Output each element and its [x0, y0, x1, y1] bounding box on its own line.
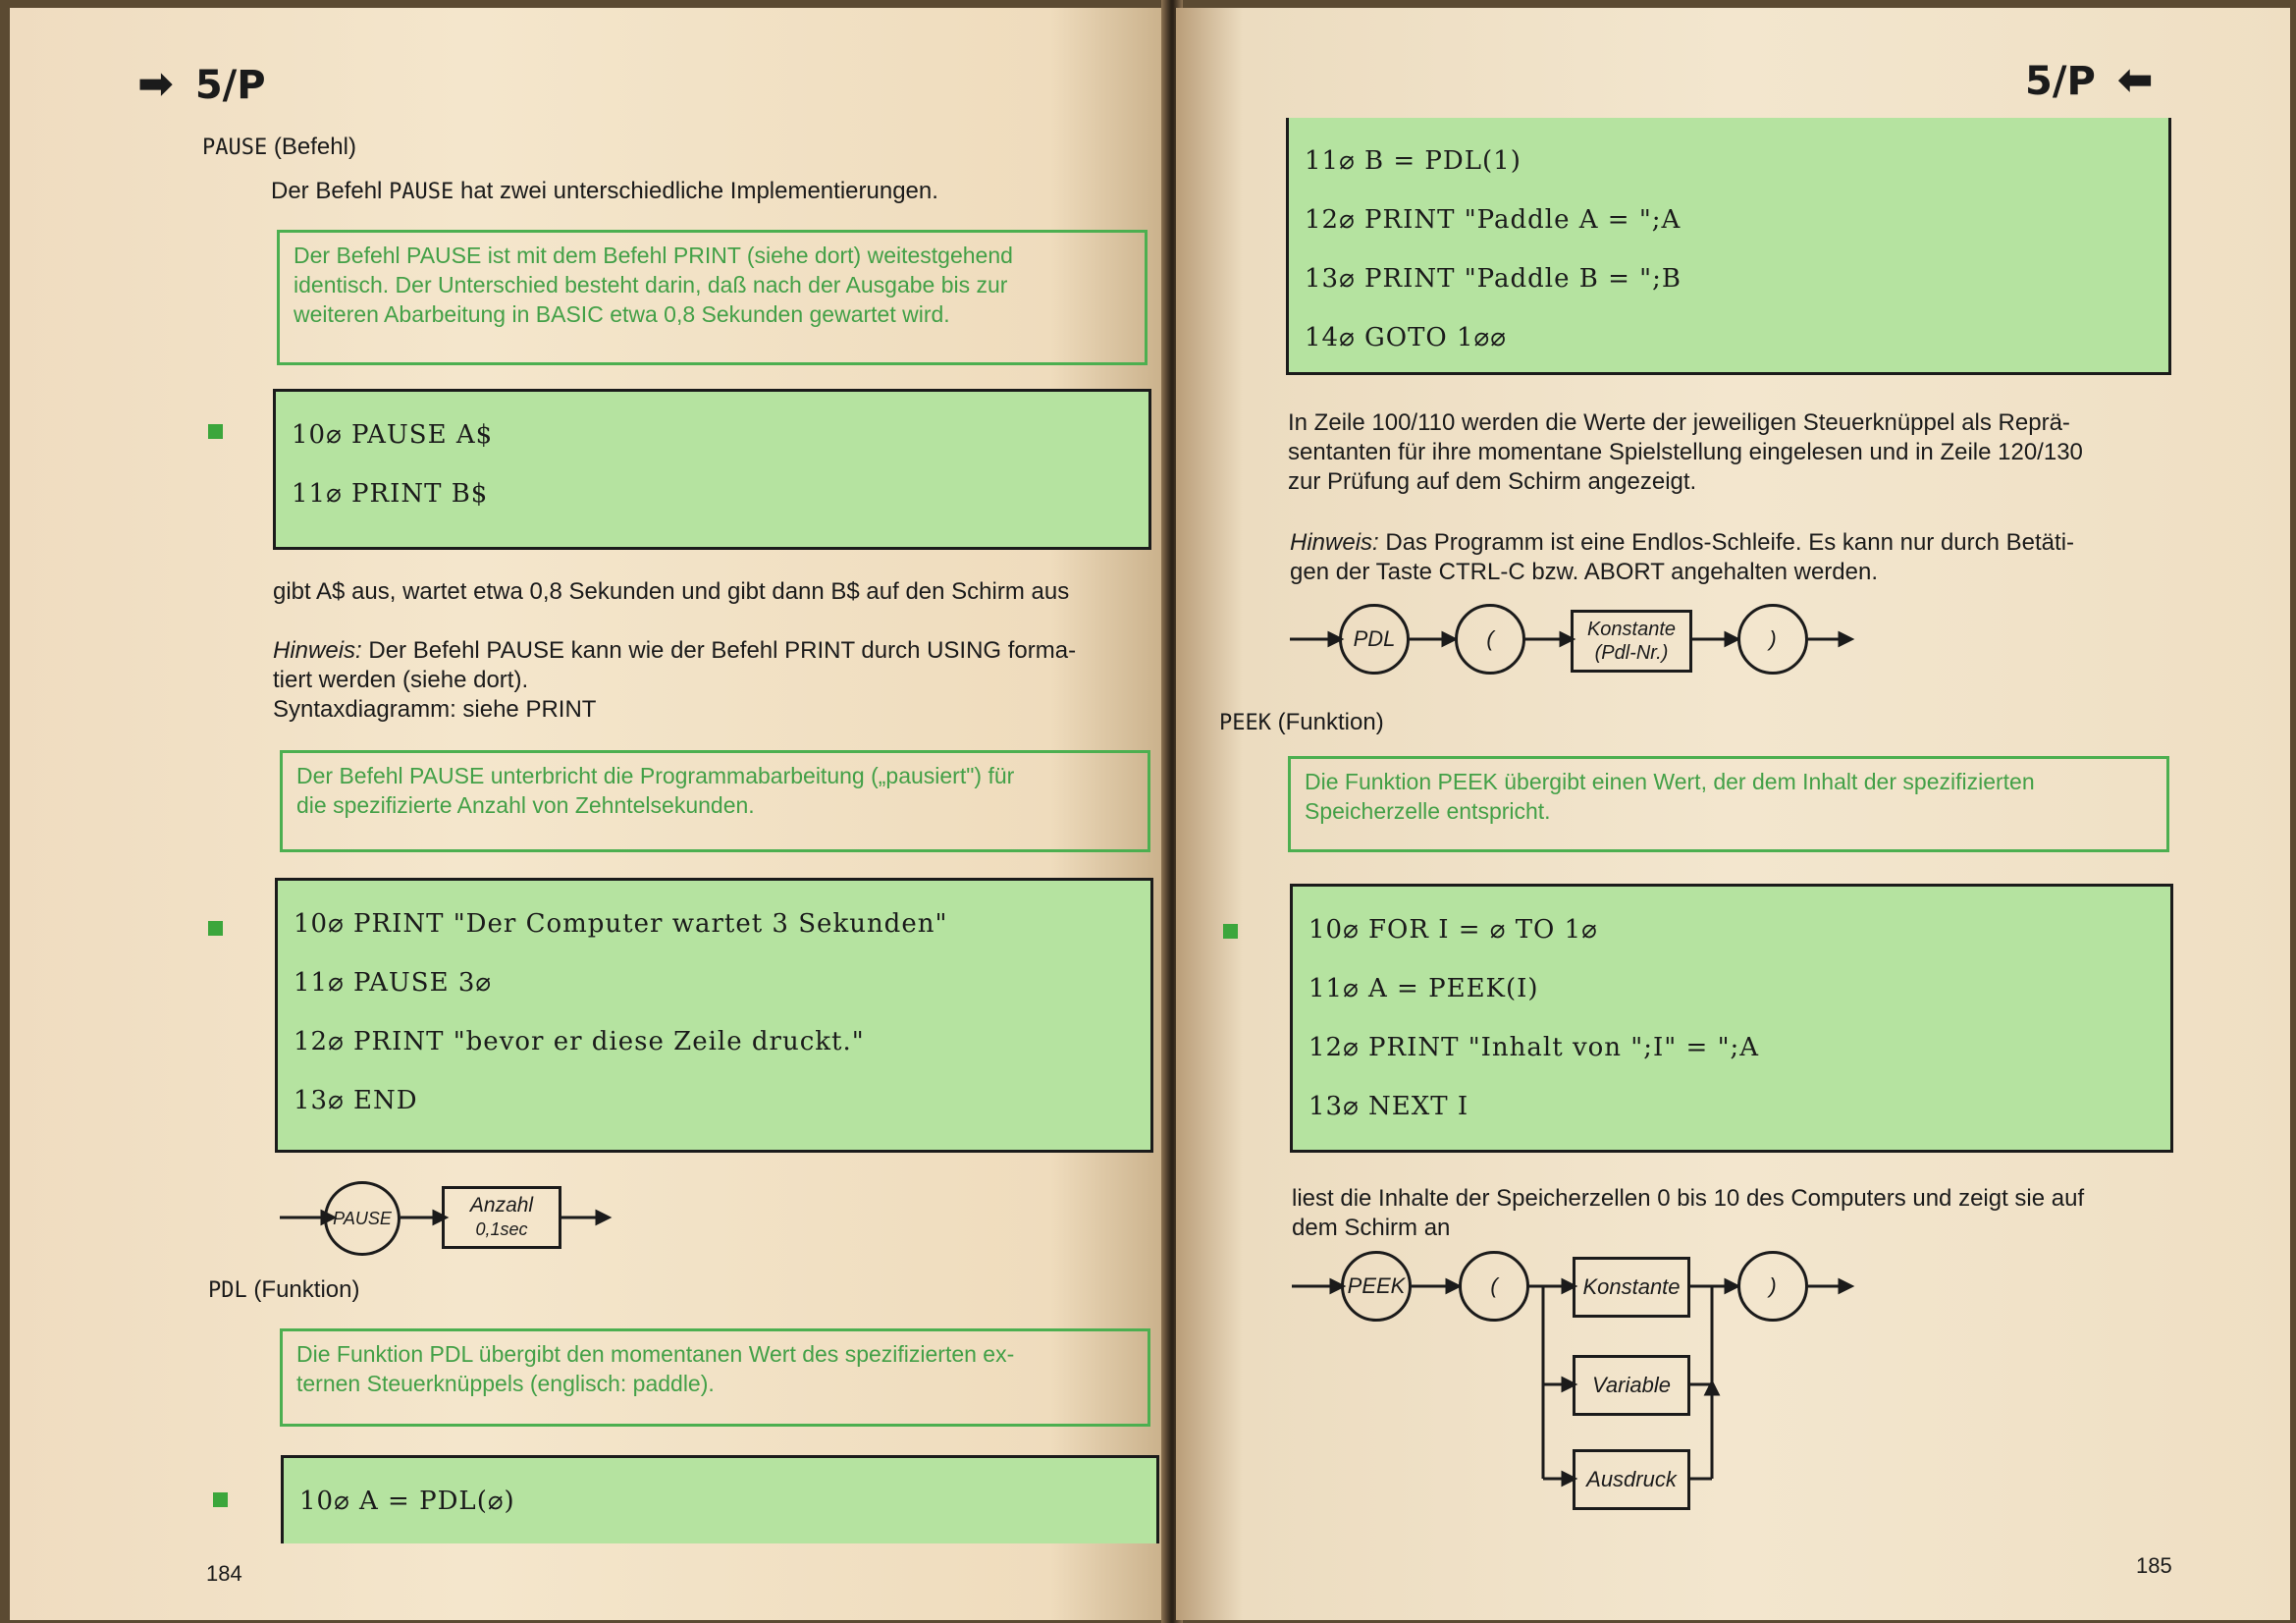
pdl-definition: [280, 1328, 1150, 1427]
hint-line: Syntaxdiagramm: siehe PRINT: [273, 696, 597, 723]
code-line: 13⌀ PRINT "Paddle B = ";B: [1305, 264, 1682, 294]
close-paren-node: ): [1737, 604, 1808, 675]
peek-syntax-connectors: [1176, 8, 2290, 1620]
pause-syntax-box: [442, 1186, 561, 1249]
def1-line: identisch. Der Unterschied besteht darin, daß nach der Ausgabe bis zur: [294, 272, 1008, 298]
left-header-title: 5/P: [194, 63, 266, 108]
explain-line: zur Prüfung auf dem Schirm angezeigt.: [1288, 468, 1697, 495]
code-line: 13⌀ NEXT I: [1308, 1092, 1469, 1121]
peek-expression-box: Ausdruck: [1573, 1449, 1690, 1510]
right-page: [1176, 8, 2290, 1620]
syntax-box-line: (Pdl-Nr.): [1594, 642, 1669, 664]
peek-constant-box: Konstante: [1573, 1257, 1690, 1318]
explain-line: In Zeile 100/110 werden die Werte der jeweiligen Steuerknüppel als Reprä-: [1288, 409, 2070, 436]
peek-def-line: Die Funktion PEEK übergibt einen Wert, der dem Inhalt der spezifizierten: [1305, 769, 2035, 794]
pdl-entry-title: [208, 1276, 359, 1304]
close-paren-node: ): [1737, 1251, 1808, 1322]
code-line: 14⌀ GOTO 1⌀⌀: [1305, 323, 1507, 352]
code-line: 10⌀ PRINT "Der Computer wartet 3 Sekunden": [294, 909, 948, 939]
pause-explanation: gibt A$ aus, wartet etwa 0,8 Sekunden und gibt dann B$ auf den Schirm aus: [273, 578, 1070, 605]
pause-syntax-node: PAUSE: [324, 1181, 400, 1256]
hint-line: Der Befehl PAUSE kann wie der Befehl PRINT durch USING forma-: [361, 637, 1077, 664]
code-line: 11⌀ A = PEEK(I): [1308, 974, 1539, 1003]
hint-line: gen der Taste CTRL-C bzw. ABORT angehalten werden.: [1290, 559, 1879, 585]
def2-line: Der Befehl PAUSE unterbricht die Programmabarbeitung („pausiert") für: [296, 763, 1015, 788]
syntax-box-line: Anzahl: [469, 1194, 534, 1217]
right-arrow-icon: ➡: [137, 59, 174, 109]
intro-kw: PAUSE: [389, 180, 454, 204]
peek-keyword: PEEK: [1219, 711, 1271, 735]
intro-pre: Der Befehl: [271, 178, 390, 204]
peek-type: (Funktion): [1277, 709, 1384, 735]
explain2-line: liest die Inhalte der Speicherzellen 0 bis 10 des Computers und zeigt sie auf: [1292, 1185, 2085, 1212]
code-line: 13⌀ END: [294, 1086, 418, 1115]
def3-line: Die Funktion PDL übergibt den momentanen Wert des spezifizierten ex-: [296, 1341, 1015, 1367]
def1-line: weiteren Abarbeitung in BASIC etwa 0,8 Sekunden gewartet wird.: [294, 301, 950, 327]
left-arrow-icon: ⬅: [2116, 55, 2154, 105]
def2-line: die spezifizierte Anzahl von Zehntelsekunden.: [296, 792, 755, 818]
peek-variable-box: Variable: [1573, 1355, 1690, 1416]
pdl-type: (Funktion): [253, 1276, 360, 1303]
code-line: 11⌀ PRINT B$: [292, 479, 489, 509]
syntax-box-line: 0,1sec: [475, 1219, 528, 1239]
code-line: 12⌀ PRINT "bevor er diese Zeile druckt.": [294, 1027, 865, 1056]
intro-post: hat zwei unterschiedliche Implementierungen.: [454, 178, 938, 204]
example-bullet: [213, 1492, 228, 1507]
def1-line: Der Befehl PAUSE ist mit dem Befehl PRINT (siehe dort) weitestgehend: [294, 243, 1013, 268]
pause-keyword: PAUSE: [202, 135, 268, 160]
hint-line: Das Programm ist eine Endlos-Schleife. Es kann nur durch Betäti-: [1378, 529, 2075, 556]
page-number-right: 185: [2136, 1553, 2172, 1578]
explain-line: sentanten für ihre momentane Spielstellung eingelesen und in Zeile 120/130: [1288, 439, 2083, 465]
pause-type: (Befehl): [273, 134, 356, 160]
open-paren-node: (: [1455, 604, 1525, 675]
syntax-box-line: Konstante: [1586, 619, 1677, 640]
peek-syntax-node: PEEK: [1341, 1251, 1412, 1322]
code-line: 12⌀ PRINT "Paddle A = ";A: [1305, 205, 1682, 235]
code-block-pdl: [281, 1455, 1159, 1543]
page-number-left: 184: [206, 1561, 242, 1586]
right-header-title: 5/P: [2025, 59, 2096, 104]
code-line: 11⌀ PAUSE 3⌀: [294, 968, 493, 998]
peek-def-line: Speicherzelle entspricht.: [1305, 798, 1551, 824]
pdl-keyword: PDL: [208, 1278, 247, 1303]
hint-line: tiert werden (siehe dort).: [273, 667, 529, 693]
explain2-line: dem Schirm an: [1292, 1215, 1451, 1241]
code-line: 10⌀ FOR I = ⌀ TO 1⌀: [1308, 915, 1598, 945]
code-line: 11⌀ B = PDL(1): [1305, 146, 1522, 176]
code-line: 10⌀ PAUSE A$: [292, 420, 494, 450]
open-paren-node: (: [1459, 1251, 1529, 1322]
code-line: 10⌀ A = PDL(⌀): [299, 1487, 515, 1516]
hint-label: Hinweis:: [273, 637, 362, 664]
hint-label: Hinweis:: [1290, 529, 1379, 556]
pdl-syntax-node: PDL: [1339, 604, 1410, 675]
left-page: [10, 8, 1166, 1620]
code-line: 12⌀ PRINT "Inhalt von ";I" = ";A: [1308, 1033, 1760, 1062]
def3-line: ternen Steuerknüppels (englisch: paddle).: [296, 1371, 715, 1396]
